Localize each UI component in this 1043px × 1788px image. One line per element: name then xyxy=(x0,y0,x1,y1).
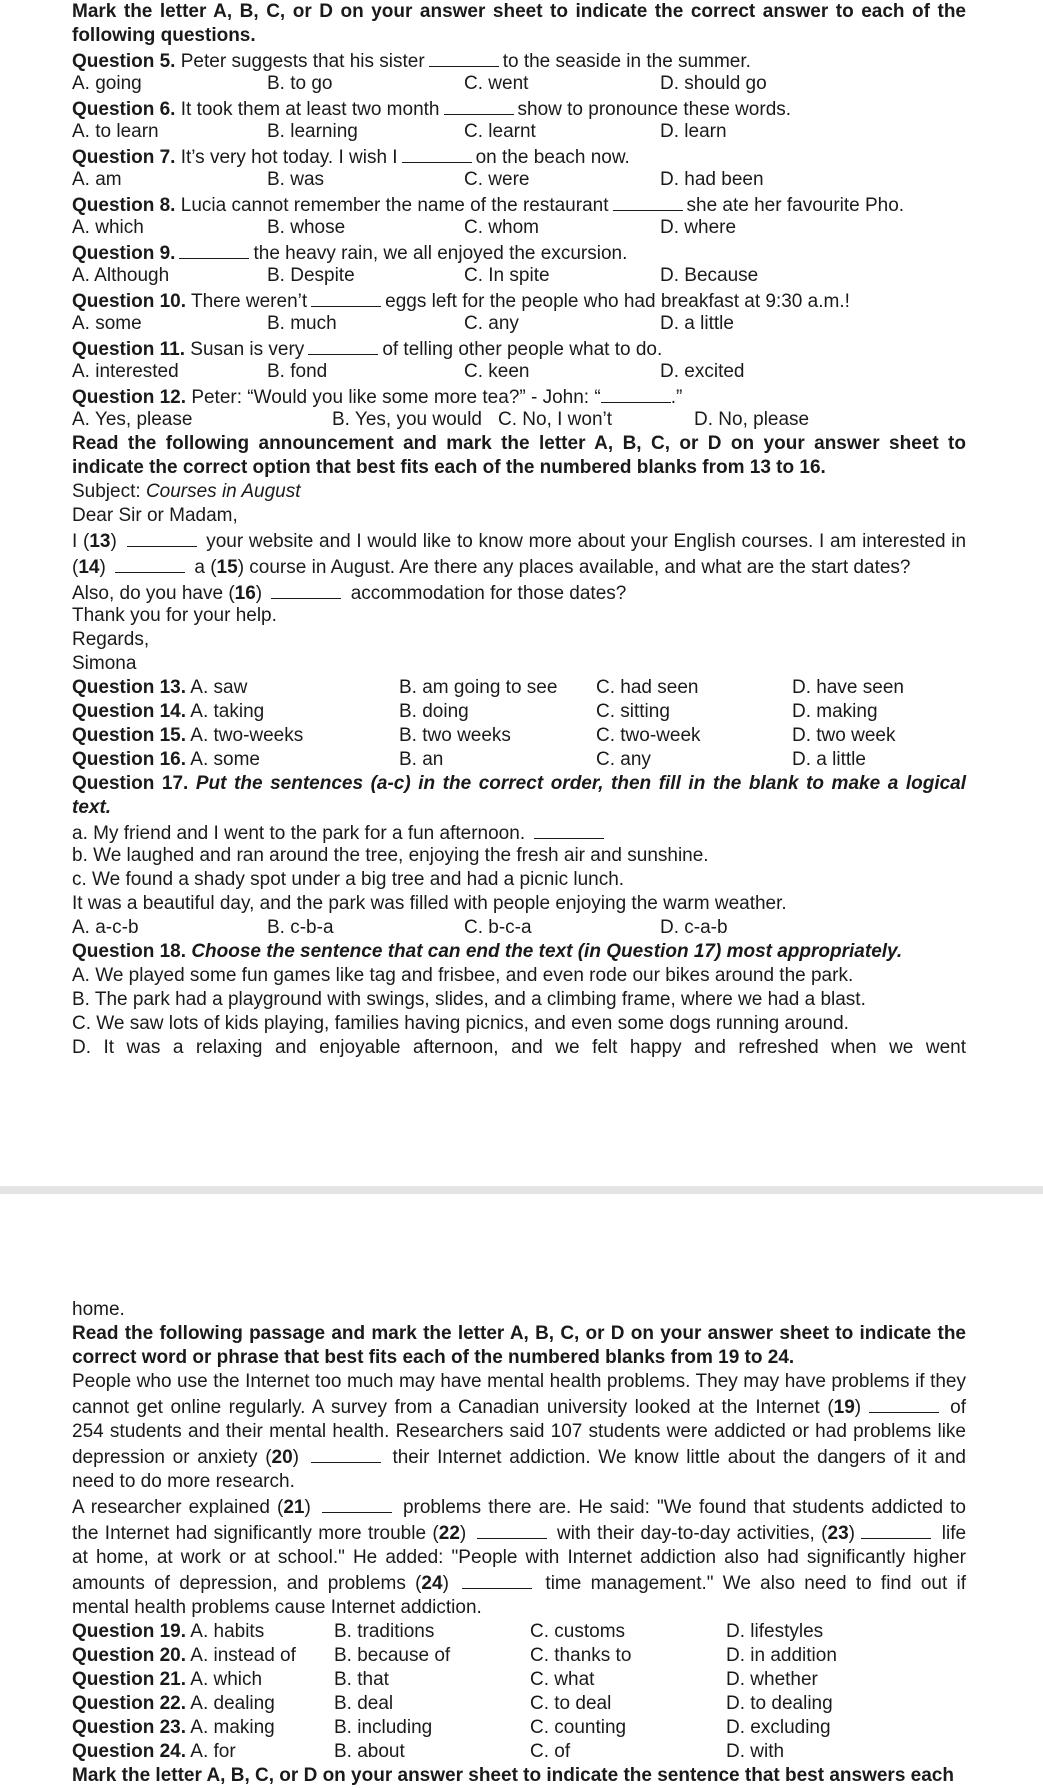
option-b: B. Yes, you would xyxy=(332,409,482,430)
question-22 xyxy=(72,1692,966,1716)
option-b: B. an xyxy=(399,749,444,770)
question-stem: Lucia cannot remember the name of the restaurant xyxy=(180,195,609,216)
question-16 xyxy=(72,748,966,772)
text: ) xyxy=(459,1523,467,1544)
option-c: C. No, I won’t xyxy=(498,409,613,430)
options-9 xyxy=(72,264,966,288)
question-24 xyxy=(72,1740,966,1764)
option-a: A. to learn xyxy=(72,121,159,142)
text: Also, do you have ( xyxy=(72,583,235,604)
option-d: D. two week xyxy=(792,725,896,746)
option-a: A. Yes, please xyxy=(72,409,193,430)
text: a ( xyxy=(194,557,217,578)
section2-instruction: Read the following announcement and mark the letter A, B, C, or D on your answer sheet to indicate the correct option that best fits each of the numbered blanks from 13 to 16. xyxy=(72,433,966,478)
text: ) xyxy=(99,557,106,578)
question-label: Question 20. xyxy=(72,1645,187,1666)
option-d: D. whether xyxy=(726,1669,818,1690)
option-b: B. The park had a playground with swings, slides, and a climbing frame, where we had a blast. xyxy=(72,989,866,1010)
subject-label: Subject: xyxy=(72,481,146,502)
sentence-a xyxy=(72,820,966,844)
question-instruction: Choose the sentence that can end the text (in Question 17) most appropriately. xyxy=(191,941,903,962)
option-a: A. which xyxy=(190,1669,263,1690)
section3-instruction: Read the following passage and mark the letter A, B, C, or D on your answer sheet to indicate the correct word or phrase that best fits each of the numbered blanks from 19 to 24. xyxy=(72,1323,966,1368)
option-b: B. c-b-a xyxy=(267,917,334,938)
question-stem: Susan is very xyxy=(190,339,305,360)
option-c: C. counting xyxy=(530,1717,627,1738)
question-12 xyxy=(72,384,966,408)
blank-number-15: 15 xyxy=(216,557,238,578)
question-label: Question 7. xyxy=(72,147,176,168)
section1-instruction: Mark the letter A, B, C, or D on your answer sheet to indicate the correct answer to each of the following questions. xyxy=(72,1,966,46)
text: A researcher explained ( xyxy=(72,1497,284,1518)
question-6 xyxy=(72,96,966,120)
text: your website and I would like to know more about your English courses. I am interested in ( xyxy=(72,531,967,578)
question-11 xyxy=(72,336,966,360)
option-b: B. Despite xyxy=(267,265,355,286)
option-b: B. that xyxy=(334,1669,389,1690)
question-stem-end: of telling other people what to do. xyxy=(382,339,663,360)
option-a: A. We played some fun games like tag and frisbee, and even rode our bikes around the park. xyxy=(72,965,854,986)
options-5 xyxy=(72,72,966,96)
option-c: C. to deal xyxy=(530,1693,612,1714)
question-18-prompt xyxy=(72,940,966,964)
answer-blank xyxy=(444,96,514,115)
option-b: B. traditions xyxy=(334,1621,435,1642)
question-stem: It’s very hot today. I wish I xyxy=(180,147,398,168)
options-11 xyxy=(72,360,966,384)
sentence-c: c. We found a shady spot under a big tree and had a picnic lunch. xyxy=(72,869,625,890)
option-d: D. where xyxy=(660,217,737,238)
question-13 xyxy=(72,676,966,700)
option-d: D. lifestyles xyxy=(726,1621,824,1642)
option-d: D. in addition xyxy=(726,1645,837,1666)
text: time management." We also need to find out if mental health problems cause Internet addiction. xyxy=(72,1573,966,1618)
question-label: Question 6. xyxy=(72,99,176,120)
option-d: D. with xyxy=(726,1741,785,1762)
option-c: C. thanks to xyxy=(530,1645,632,1666)
text: ) xyxy=(110,531,117,552)
question-label: Question 16. xyxy=(72,749,187,770)
question-14 xyxy=(72,700,966,724)
question-stem: It took them at least two month xyxy=(180,99,440,120)
options-10 xyxy=(72,312,966,336)
option-d: D. learn xyxy=(660,121,727,142)
question-stem-end: the heavy rain, we all enjoyed the excursion. xyxy=(253,243,628,264)
answer-blank xyxy=(402,144,472,163)
answer-blank-13 xyxy=(127,528,197,547)
option-d: D. It was a relaxing and enjoyable afternoon, and we felt happy and refreshed when we went xyxy=(72,1037,966,1058)
text: ) xyxy=(854,1397,862,1418)
option-a: A. some xyxy=(190,749,260,770)
question-label: Question 11. xyxy=(72,339,185,360)
blank-number-24: 24 xyxy=(421,1573,443,1594)
option-c: C. two-week xyxy=(596,725,701,746)
option-c: C. learnt xyxy=(464,121,536,142)
option-c: C. We saw lots of kids playing, families having picnics, and even some dogs running around. xyxy=(72,1013,849,1034)
option-a: A. making xyxy=(190,1717,275,1738)
option-b: B. because of xyxy=(334,1645,451,1666)
option-c: C. any xyxy=(596,749,651,770)
email-regards: Regards, xyxy=(72,629,150,650)
text: ) xyxy=(848,1523,855,1544)
next-section-instruction-cutoff: Mark the letter A, B, C, or D on your answer sheet to indicate the sentence that best answers each xyxy=(72,1765,954,1786)
option-d: D. c-a-b xyxy=(660,917,728,938)
answer-blank xyxy=(601,384,671,403)
option-b: B. including xyxy=(334,1717,433,1738)
option-d-continuation: home. xyxy=(72,1299,125,1320)
question-label: Question 15. xyxy=(72,725,187,746)
answer-blank-22 xyxy=(477,1520,547,1539)
option-a: A. which xyxy=(72,217,144,238)
option-d: D. excluding xyxy=(726,1717,831,1738)
worksheet-page-2 xyxy=(72,1298,966,1788)
text: accommodation for those dates? xyxy=(350,583,627,604)
email-greeting: Dear Sir or Madam, xyxy=(72,505,238,526)
option-b: B. about xyxy=(334,1741,405,1762)
sentence-b: b. We laughed and ran around the tree, enjoying the fresh air and sunshine. xyxy=(72,845,709,866)
option-a: A. Although xyxy=(72,265,170,286)
option-a: A. habits xyxy=(190,1621,265,1642)
question-label: Question 17. xyxy=(72,773,189,794)
option-d: D. a little xyxy=(792,749,866,770)
text: ) xyxy=(292,1447,299,1468)
options-6 xyxy=(72,120,966,144)
question-7 xyxy=(72,144,966,168)
option-a: A. two-weeks xyxy=(190,725,304,746)
answer-blank xyxy=(613,192,683,211)
option-a: A. taking xyxy=(190,701,265,722)
blank-number-16: 16 xyxy=(234,583,256,604)
question-stem-end: .” xyxy=(670,387,683,408)
question-label: Question 14. xyxy=(72,701,187,722)
answer-blank xyxy=(311,288,381,307)
options-12 xyxy=(72,408,966,432)
question-label: Question 13. xyxy=(72,677,187,698)
answer-blank-21 xyxy=(322,1494,392,1513)
answer-blank-19 xyxy=(869,1394,939,1413)
question-stem: Peter suggests that his sister xyxy=(180,51,425,72)
email-signature: Simona xyxy=(72,653,137,674)
option-a: A. dealing xyxy=(190,1693,275,1714)
answer-blank xyxy=(534,820,604,839)
question-stem-end: eggs left for the people who had breakfast at 9:30 a.m.! xyxy=(385,291,850,312)
option-b: B. was xyxy=(267,169,325,190)
option-c: C. customs xyxy=(530,1621,626,1642)
option-c: C. whom xyxy=(464,217,539,238)
option-a: A. going xyxy=(72,73,142,94)
option-c: C. sitting xyxy=(596,701,670,722)
text: of 254 students and their mental health. Researchers said 107 students were addicted or had problems like depression or anxiety ( xyxy=(72,1397,967,1468)
answer-blank xyxy=(429,48,499,67)
option-d: D. to dealing xyxy=(726,1693,833,1714)
option-a: A. saw xyxy=(190,677,248,698)
question-instruction: Put the sentences (a-c) in the correct order, then fill in the blank to make a logical text. xyxy=(72,773,967,818)
blank-number-19: 19 xyxy=(833,1397,855,1418)
question-label: Question 19. xyxy=(72,1621,187,1642)
question-15 xyxy=(72,724,966,748)
option-c: C. of xyxy=(530,1741,571,1762)
option-b: B. much xyxy=(267,313,337,334)
options-7 xyxy=(72,168,966,192)
text: their Internet addiction. We know little about the dangers of it and need to do more research. xyxy=(72,1447,966,1492)
option-d: D. Because xyxy=(660,265,759,286)
option-b: B. to go xyxy=(267,73,333,94)
worksheet-page-1 xyxy=(72,0,966,1060)
blank-number-23: 23 xyxy=(827,1523,849,1544)
option-c: C. went xyxy=(464,73,529,94)
question-label: Question 12. xyxy=(72,387,187,408)
text: I ( xyxy=(72,531,90,552)
question-stem: Peter: “Would you like some more tea?” - John: “ xyxy=(191,387,601,408)
answer-blank xyxy=(179,240,249,259)
answer-blank-24 xyxy=(462,1570,532,1589)
option-d: D. making xyxy=(792,701,878,722)
option-a: A. a-c-b xyxy=(72,917,139,938)
text: life at home, at work or at school." He added: "People with Internet addiction also had significantly higher amounts of depression, and problems ( xyxy=(72,1523,967,1594)
closing-sentence: It was a beautiful day, and the park was filled with people enjoying the warm weather. xyxy=(72,893,787,914)
answer-blank-20 xyxy=(311,1444,381,1463)
option-b: B. doing xyxy=(399,701,469,722)
email-paragraph-2 xyxy=(72,580,966,604)
options-8 xyxy=(72,216,966,240)
text: problems there are. He said: "We found that students addicted to the Internet had significantly more trouble ( xyxy=(72,1497,966,1544)
option-b: B. whose xyxy=(267,217,346,238)
option-c: C. any xyxy=(464,313,519,334)
question-label: Question 9. xyxy=(72,243,176,264)
options-17 xyxy=(72,916,966,940)
option-d: D. excited xyxy=(660,361,745,382)
question-label: Question 8. xyxy=(72,195,176,216)
blank-number-13: 13 xyxy=(89,531,111,552)
email-paragraph-1 xyxy=(72,528,966,580)
option-c: C. had seen xyxy=(596,677,699,698)
question-label: Question 18. xyxy=(72,941,187,962)
text: ) xyxy=(255,583,263,604)
option-d: D. a little xyxy=(660,313,734,334)
question-23 xyxy=(72,1716,966,1740)
question-label: Question 10. xyxy=(72,291,187,312)
option-a: A. some xyxy=(72,313,142,334)
blank-number-22: 22 xyxy=(438,1523,460,1544)
question-label: Question 23. xyxy=(72,1717,187,1738)
option-c: C. In spite xyxy=(464,265,550,286)
answer-blank-23 xyxy=(861,1520,931,1539)
text: People who use the Internet too much may have mental health problems. They may have problems if they cannot get online regularly. A survey from a Canadian university looked at the Internet ( xyxy=(72,1371,966,1418)
option-c: C. keen xyxy=(464,361,530,382)
option-c: C. were xyxy=(464,169,530,190)
question-stem-end: she ate her favourite Pho. xyxy=(686,195,905,216)
question-label: Question 21. xyxy=(72,1669,187,1690)
option-a: A. interested xyxy=(72,361,179,382)
blank-number-20: 20 xyxy=(271,1447,293,1468)
question-label: Question 24. xyxy=(72,1741,187,1762)
option-b: B. learning xyxy=(267,121,358,142)
answer-blank xyxy=(308,336,378,355)
question-17-prompt xyxy=(72,772,966,820)
blank-number-14: 14 xyxy=(78,557,100,578)
text: with their day-to-day activities, ( xyxy=(557,1523,828,1544)
passage-paragraph-2 xyxy=(72,1494,966,1620)
option-b: B. deal xyxy=(334,1693,394,1714)
text: ) course in August. Are there any places available, and what are the start dates? xyxy=(237,557,911,578)
question-stem-end: on the beach now. xyxy=(475,147,630,168)
option-b: B. two weeks xyxy=(399,725,511,746)
option-d: D. had been xyxy=(660,169,764,190)
option-d: D. should go xyxy=(660,73,767,94)
option-d: D. have seen xyxy=(792,677,904,698)
question-10 xyxy=(72,288,966,312)
question-21 xyxy=(72,1668,966,1692)
option-a: A. am xyxy=(72,169,122,190)
option-d: D. No, please xyxy=(694,409,810,430)
question-9 xyxy=(72,240,966,264)
text: ) xyxy=(304,1497,311,1518)
sentence-text: a. My friend and I went to the park for a fun afternoon. xyxy=(72,823,526,844)
answer-blank-16 xyxy=(271,580,341,599)
email-subject xyxy=(72,480,966,504)
answer-blank-14 xyxy=(115,554,185,573)
question-stem: There weren’t xyxy=(190,291,308,312)
question-stem-end: to the seaside in the summer. xyxy=(502,51,751,72)
blank-number-21: 21 xyxy=(283,1497,305,1518)
question-label: Question 5. xyxy=(72,51,176,72)
text: ) xyxy=(442,1573,449,1594)
question-stem-end: show to pronounce these words. xyxy=(517,99,792,120)
option-b: B. am going to see xyxy=(399,677,558,698)
subject-text: Courses in August xyxy=(145,481,301,502)
page-separator xyxy=(0,1186,1043,1194)
option-a: A. for xyxy=(190,1741,236,1762)
option-c: C. b-c-a xyxy=(464,917,532,938)
question-5 xyxy=(72,48,966,72)
option-b: B. fond xyxy=(267,361,328,382)
question-20 xyxy=(72,1644,966,1668)
question-label: Question 22. xyxy=(72,1693,187,1714)
option-c: C. what xyxy=(530,1669,595,1690)
option-a: A. instead of xyxy=(190,1645,296,1666)
question-8 xyxy=(72,192,966,216)
question-19 xyxy=(72,1620,966,1644)
email-thanks: Thank you for your help. xyxy=(72,605,277,626)
passage-paragraph-1 xyxy=(72,1370,966,1494)
